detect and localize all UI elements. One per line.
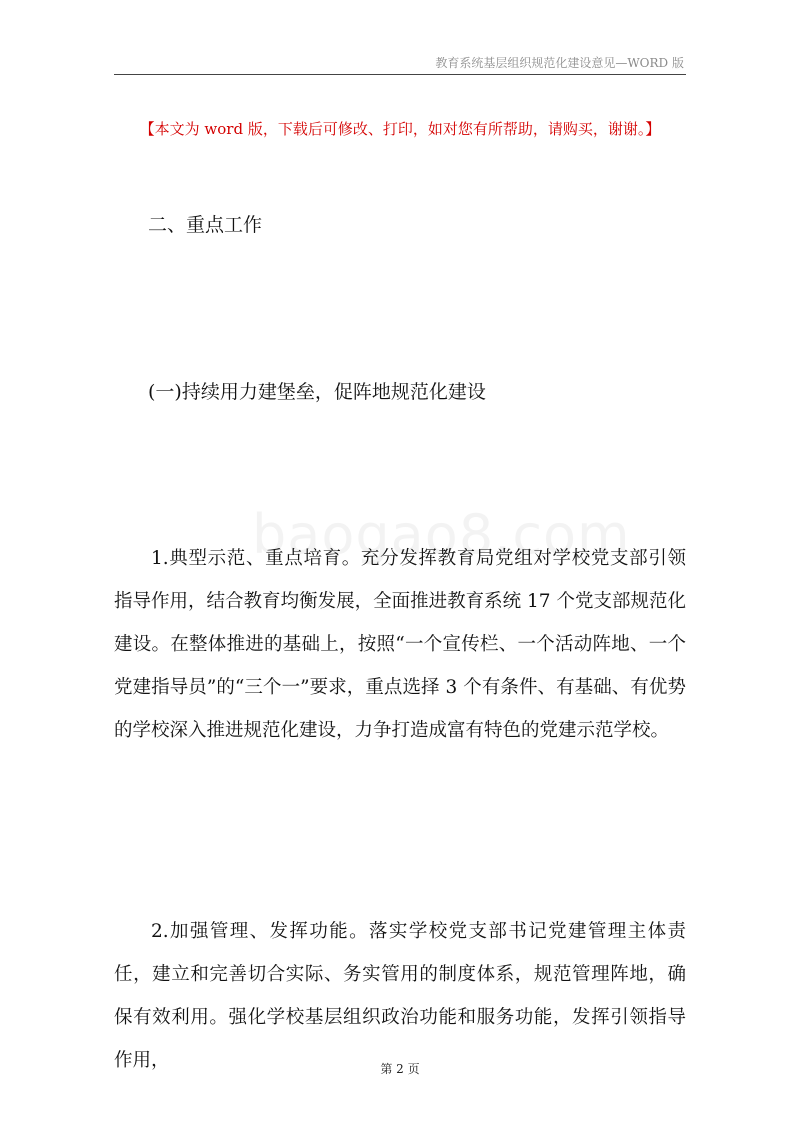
- header-divider: [114, 74, 686, 75]
- running-header-title: 教育系统基层组织规范化建设意见—WORD 版: [435, 56, 684, 70]
- paragraph-2: 2.加强管理、发挥功能。落实学校党支部书记党建管理主体责任，建立和完善切合实际、务实管用的制度体系，规范管理阵地，确保有效利用。强化学校基层组织政治功能和服务功能，发挥引领指导作用，: [114, 921, 686, 1071]
- paragraph-1: 1.典型示范、重点培育。充分发挥教育局党组对学校党支部引领指导作用，结合教育均衡发展，全面推进教育系统 17 个党支部规范化建设。在整体推进的基础上，按照“一个宣传栏、一个活动阵地、一个党建指导员”的“三个一”要求，重点选择 3 个有条件、有基础、有优势的学校深入推进规范化建设，力争打造成富有特色的党建示范学校。: [114, 548, 686, 741]
- purchase-notice: 【本文为 word 版，下载后可修改、打印，如对您有所帮助，请购买，谢谢。】: [139, 120, 661, 138]
- page-number: 第 2 页: [380, 1062, 420, 1076]
- subsection-heading: (一)持续用力建堡垒，促阵地规范化建设: [148, 381, 486, 403]
- section-heading: 二、重点工作: [148, 214, 263, 236]
